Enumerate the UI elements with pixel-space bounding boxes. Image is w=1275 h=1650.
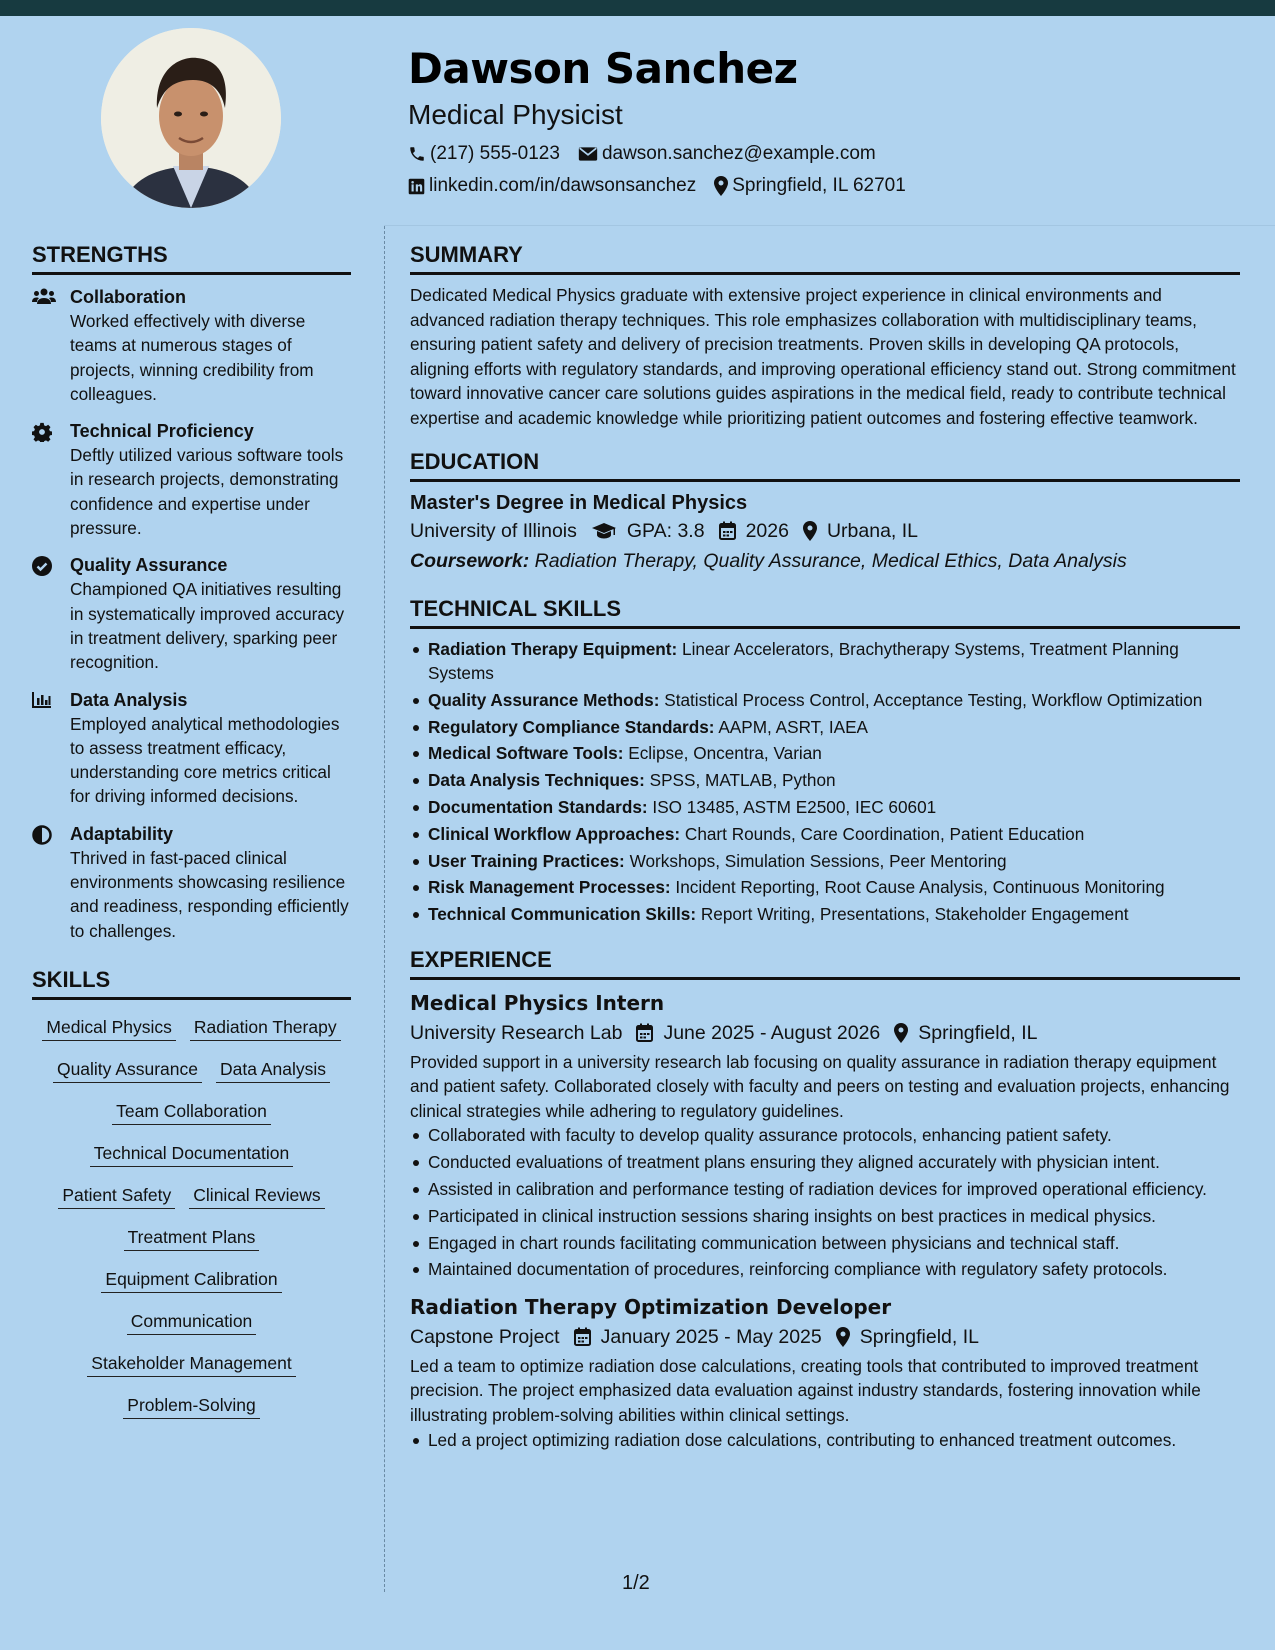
location-item [714,170,906,202]
skill-chip: Clinical Reviews [189,1182,324,1209]
candidate-name: Dawson Sanchez [408,44,798,93]
calendar-icon [574,1327,591,1346]
skill-chip: Stakeholder Management [87,1350,295,1377]
list-item [410,849,1240,873]
education-meta [410,516,1240,546]
skill-value: Workshops, Simulation Sessions, Peer Mentoring [629,850,1007,871]
page-number: 1/2 [622,1572,650,1594]
skill-label: Medical Software Tools: [428,743,624,764]
school-item [410,516,577,546]
org-item [410,1018,622,1048]
left-column [32,240,351,1419]
right-column [410,240,1240,1454]
skill-chip: Patient Safety [58,1182,175,1209]
header-divider [384,225,1275,226]
education-heading: EDUCATION [410,447,1240,482]
bar-chart-icon [32,691,52,709]
organization: Capstone Project [410,1325,560,1348]
linkedin-text: linkedin.com/in/dawsonsanchez [429,175,697,196]
skill-label: Clinical Workflow Approaches: [428,823,681,844]
top-bar [0,0,1275,16]
strength-item [32,822,351,943]
phone-item [408,138,560,170]
strength-description: Employed analytical methodologies to assess treatment efficacy, understanding core metrics critical for driving informed decisions. [70,713,340,807]
calendar-icon [719,521,736,540]
technical-skills-list [410,637,1240,927]
education-location: Urbana, IL [826,519,919,542]
experience-heading: EXPERIENCE [410,945,1240,980]
gear-icon [32,422,52,442]
strength-item [32,419,351,540]
experience-meta [410,1018,1240,1048]
skill-value: Linear Accelerators, Brachytherapy Systems, Treatment Planning Systems [428,638,1179,683]
list-item [410,715,1240,739]
strength-item [32,553,351,674]
strength-title: Quality Assurance [70,555,228,576]
experience-title: Medical Physics Intern [410,990,665,1015]
list-item: Collaborated with faculty to develop quality assurance protocols, enhancing patient safety. [410,1123,1240,1147]
phone-icon [408,145,426,163]
strength-title: Adaptability [70,823,174,844]
list-item [410,902,1240,926]
skill-chip: Data Analysis [216,1056,330,1083]
skill-chip: Communication [127,1308,257,1335]
check-circle-icon [32,556,52,576]
date-range: June 2025 - August 2026 [663,1021,881,1044]
list-item [410,875,1240,899]
skills-list [32,1014,351,1419]
list-item [410,741,1240,765]
organization: University Research Lab [410,1021,623,1044]
list-item: Participated in clinical instruction sessions sharing insights on best practices in medical physics. [410,1204,1240,1228]
skill-value: Chart Rounds, Care Coordination, Patient Education [684,823,1085,844]
skill-value: SPSS, MATLAB, Python [649,770,836,791]
dates-item [574,1322,822,1352]
list-item [410,637,1240,686]
strength-title: Technical Proficiency [70,421,254,442]
email-text: dawson.sanchez@example.com [601,143,876,164]
skill-label: User Training Practices: [428,850,625,871]
skill-chip: Quality Assurance [53,1056,202,1083]
skill-value: Statistical Process Control, Acceptance Testing, Workflow Optimization [664,689,1203,710]
strength-item [32,285,351,406]
map-pin-icon [714,176,728,196]
resume-header [408,40,924,202]
technical-skills-heading: TECHNICAL SKILLS [410,594,1240,629]
phone-text: (217) 555-0123 [430,143,560,164]
skill-label: Quality Assurance Methods: [428,689,660,710]
contact-row-2 [408,170,924,202]
coursework-list: Radiation Therapy, Quality Assurance, Medical Ethics, Data Analysis [534,549,1127,572]
skill-chip: Medical Physics [42,1014,175,1041]
experience-bullets [410,1123,1240,1281]
location-text: Springfield, IL 62701 [732,175,906,196]
list-item: Assisted in calibration and performance testing of radiation devices for improved operational efficiency. [410,1177,1240,1201]
coursework [410,546,1240,576]
education-location-item [803,516,918,546]
half-circle-icon [32,825,52,845]
experience-title: Radiation Therapy Optimization Developer [410,1294,892,1319]
org-item [410,1322,560,1352]
experience-summary: Provided support in a university research lab focusing on quality assurance in radiation therapy equipment and patient safety. Collaborated closely with faculty and peers on testing and evaluation projects, enhancing clinical strategies while adhering to regulatory guidelines. [410,1051,1230,1121]
list-item [410,688,1240,712]
date-range: January 2025 - May 2025 [600,1325,822,1348]
skill-chip: Problem-Solving [123,1392,259,1419]
skill-label: Documentation Standards: [428,796,648,817]
job-title: Medical Physicist [408,99,623,130]
school-name: University of Illinois [410,519,577,542]
list-item: Led a project optimizing radiation dose calculations, contributing to enhanced treatment outcomes. [410,1428,1240,1452]
map-pin-icon [894,1023,908,1043]
summary-heading: SUMMARY [410,240,1240,275]
column-divider [384,226,385,1592]
coursework-label: Coursework: [410,549,530,572]
contact-row-1 [408,138,924,170]
degree-title: Master's Degree in Medical Physics [410,491,748,514]
job-location-item [894,1018,1037,1048]
experience-bullets [410,1428,1240,1452]
dates-item [636,1018,880,1048]
list-item [410,822,1240,846]
strength-description: Deftly utilized various software tools in research projects, demonstrating confidence and expertise under pressure. [70,445,344,539]
skill-value: Eclipse, Oncentra, Varian [628,743,822,764]
skill-label: Radiation Therapy Equipment: [428,638,678,659]
strength-description: Championed QA initiatives resulting in systematically improved accuracy in treatment delivery, sparking peer recognition. [70,579,345,673]
job-location-item [836,1322,979,1352]
skill-chip: Radiation Therapy [190,1014,341,1041]
skill-value: ISO 13485, ASTM E2500, IEC 60601 [652,796,937,817]
strength-item [32,688,351,809]
list-item: Conducted evaluations of treatment plans ensuring they aligned accurately with physician intent. [410,1150,1240,1174]
linkedin-icon [408,178,425,195]
list-item: Maintained documentation of procedures, reinforcing compliance with regulatory safety protocols. [410,1257,1240,1281]
skill-label: Regulatory Compliance Standards: [428,716,715,737]
experience-meta [410,1322,1240,1352]
job-location: Springfield, IL [859,1325,979,1348]
skill-label: Data Analysis Techniques: [428,770,645,791]
strengths-heading: STRENGTHS [32,240,351,275]
profile-photo [101,28,281,208]
skill-chip: Treatment Plans [124,1224,260,1251]
skill-value: Report Writing, Presentations, Stakeholder Engagement [700,904,1129,925]
email-item[interactable] [578,138,876,170]
skill-chip: Equipment Calibration [101,1266,281,1293]
skill-value: Incident Reporting, Root Cause Analysis, Continuous Monitoring [675,877,1165,898]
skill-label: Risk Management Processes: [428,877,671,898]
skills-heading: SKILLS [32,965,351,1000]
envelope-icon [578,146,598,162]
strength-description: Thrived in fast-paced clinical environments showcasing resilience and readiness, responding efficiently to challenges. [70,847,349,941]
year-item [719,516,789,546]
graduation-cap-icon [591,522,617,540]
summary-text: Dedicated Medical Physics graduate with extensive project experience in clinical environments and advanced radiation therapy techniques. This role emphasizes collaboration with multidisciplinary teams, ensuring patient safety and delivery of precision treatments. Proven skills in developing QA protocols, aligning efforts with regulatory standards, and improving operational efficiency stand out. Strong commitment toward innovative cancer care solutions guides aspirations in the medical field, ready to contribute technical expertise and academic knowledge while prioritizing patient outcomes and fostering effective teamwork. [410,285,1236,428]
map-pin-icon [836,1327,850,1347]
calendar-icon [636,1023,653,1042]
gpa-item [591,516,705,546]
list-item [410,768,1240,792]
strength-title: Collaboration [70,287,186,307]
map-pin-icon [803,521,817,541]
job-location: Springfield, IL [918,1021,1038,1044]
strength-title: Data Analysis [70,689,188,710]
skill-chip: Team Collaboration [112,1098,271,1125]
strength-description: Worked effectively with diverse teams at numerous stages of projects, winning credibility from colleagues. [70,311,314,404]
linkedin-item[interactable] [408,170,696,202]
gpa-text: GPA: 3.8 [626,519,705,542]
experience-summary: Led a team to optimize radiation dose calculations, creating tools that contributed to improved treatment precision. The project emphasized data evaluation against industry standards, fostering innovation while illustrating problem-solving abilities within clinical settings. [410,1355,1201,1425]
list-item [410,795,1240,819]
skill-chip: Technical Documentation [90,1140,294,1167]
graduation-year: 2026 [745,519,789,542]
skill-value: AAPM, ASRT, IAEA [718,716,868,737]
users-icon [32,288,56,304]
skill-label: Technical Communication Skills: [428,904,697,925]
list-item: Engaged in chart rounds facilitating communication between physicians and technical staff. [410,1231,1240,1255]
